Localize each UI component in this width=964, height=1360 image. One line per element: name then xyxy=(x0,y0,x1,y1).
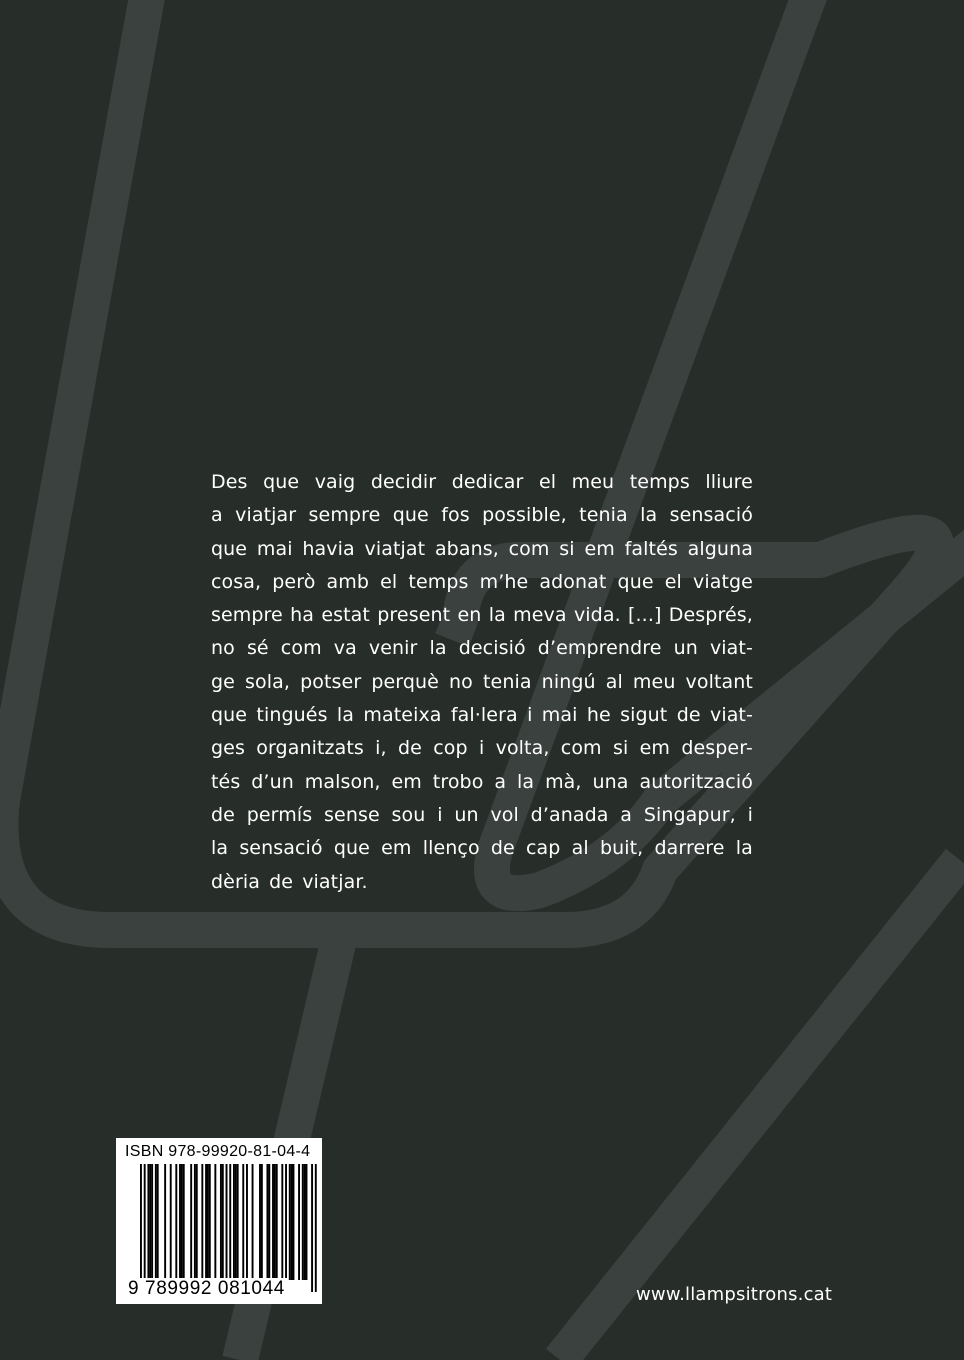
blurb-word: meva xyxy=(513,604,567,627)
barcode-bar xyxy=(175,1164,177,1280)
blurb-word: temps xyxy=(629,471,690,493)
blurb-word: a xyxy=(620,803,633,826)
blurb-word: amb xyxy=(326,570,370,593)
barcode-bar xyxy=(298,1164,300,1280)
blurb-word: ges xyxy=(211,737,245,760)
barcode-bar xyxy=(170,1164,172,1280)
blurb-word: ningú xyxy=(541,670,596,693)
blurb-word: darrere xyxy=(654,837,725,860)
barcode-bar xyxy=(252,1164,254,1280)
blurb-word: la xyxy=(336,704,355,727)
blurb-word: de xyxy=(490,837,515,860)
barcode-bar xyxy=(233,1164,235,1280)
blurb-word: i, xyxy=(375,737,387,760)
blurb-word: d’emprendre xyxy=(537,637,662,660)
blurb-word: d’un xyxy=(251,770,294,793)
blurb-word: estat xyxy=(321,604,370,627)
blurb-word: sempre xyxy=(308,504,381,527)
blurb-word: autorització xyxy=(639,770,753,793)
blurb-word: si xyxy=(559,537,575,560)
isbn-barcode xyxy=(116,1138,322,1304)
blurb-word: tenia xyxy=(579,504,628,527)
barcode-bar xyxy=(155,1164,157,1280)
barcode-bar xyxy=(207,1164,209,1280)
blurb-word: em xyxy=(381,837,412,860)
blurb-word: en xyxy=(457,604,482,627)
blurb-word: d’anada xyxy=(530,803,609,826)
barcode-bar xyxy=(226,1164,228,1292)
barcode-bar xyxy=(289,1164,291,1280)
blurb-word: sigut xyxy=(620,704,668,727)
blurb-word: tingués xyxy=(256,704,328,727)
blurb-word: permís xyxy=(246,803,313,826)
blurb-word: Des xyxy=(211,471,248,493)
blurb-word: al xyxy=(605,670,623,693)
barcode-bar xyxy=(157,1164,159,1280)
blurb-word: Després, xyxy=(668,604,753,627)
blurb-word: cap xyxy=(526,837,561,860)
barcode-bar xyxy=(281,1164,283,1280)
blurb-word: una xyxy=(592,770,629,793)
blurb-word: alguna xyxy=(687,537,753,560)
barcode-bar xyxy=(229,1164,231,1292)
blurb-word: desper- xyxy=(681,737,753,760)
barcode-bar xyxy=(291,1164,293,1280)
blurb-word: i xyxy=(747,803,753,826)
blurb-word: i xyxy=(437,803,443,826)
blurb-word: [...] xyxy=(628,604,662,627)
blurb-word: i xyxy=(527,704,533,727)
barcode-bar xyxy=(147,1164,149,1280)
blurb-word: la xyxy=(735,837,753,860)
blurb-word: em xyxy=(391,770,422,793)
blurb-line xyxy=(211,632,753,665)
blurb-word: i xyxy=(478,737,485,760)
barcode-bar xyxy=(194,1164,196,1280)
blurb-word: de xyxy=(211,803,235,826)
blurb-line xyxy=(211,566,753,599)
blurb-word: la xyxy=(517,770,535,793)
blurb-line xyxy=(211,533,753,566)
blurb-word: viatjat xyxy=(364,537,426,560)
blurb-word: temps xyxy=(408,570,469,593)
blurb-line xyxy=(211,466,753,499)
barcode-bar xyxy=(237,1164,239,1280)
blurb-word: no xyxy=(211,637,235,660)
barcode-bar xyxy=(274,1164,276,1280)
blurb-word: sensació xyxy=(669,504,753,527)
blurb-line xyxy=(211,766,753,799)
blurb-word: a xyxy=(494,770,507,793)
blurb-word: adonat xyxy=(539,570,607,593)
blurb-word: potser xyxy=(300,670,362,693)
blurb-word: mateixa xyxy=(363,704,442,727)
blurb-word: el xyxy=(664,570,682,593)
blurb-word: de xyxy=(397,737,422,760)
blurb-word: trobo xyxy=(432,770,484,793)
blurb-line xyxy=(211,599,753,632)
barcode-bar xyxy=(306,1164,308,1280)
blurb-word: viat- xyxy=(709,704,753,727)
isbn-label: ISBN 978-99920-81-04-4 xyxy=(125,1143,311,1160)
blurb-word: no xyxy=(449,670,473,693)
blurb-word: de xyxy=(676,704,701,727)
blurb-word: com xyxy=(508,537,550,560)
blurb-word: abans, xyxy=(434,537,499,560)
blurb-word: que xyxy=(333,837,370,860)
blurb-word: sola, xyxy=(245,670,291,693)
blurb-word: organitzats xyxy=(256,737,364,760)
barcode-bar xyxy=(205,1164,207,1280)
barcode-bar xyxy=(214,1164,216,1280)
blurb-word: sensació xyxy=(239,837,323,860)
blurb-word: la xyxy=(640,504,658,527)
blurb-word: lliure xyxy=(705,471,753,493)
blurb-word: tenia xyxy=(482,670,532,693)
blurb-word: que xyxy=(211,537,248,560)
blurb-word: el xyxy=(538,471,557,493)
blurb-word: malson, xyxy=(304,770,381,793)
barcode-bar xyxy=(183,1164,185,1280)
blurb-word: fal·lera xyxy=(450,704,518,727)
blurb-word: que xyxy=(617,570,654,593)
barcode-bar xyxy=(285,1164,287,1280)
barcode-bar xyxy=(196,1164,198,1280)
barcode-bar xyxy=(235,1164,237,1280)
blurb-line xyxy=(211,832,753,865)
barcode-bar xyxy=(201,1164,203,1280)
blurb-word: mà, xyxy=(545,770,582,793)
barcode-bar xyxy=(222,1164,224,1280)
barcode-bar xyxy=(276,1164,278,1280)
blurb-word: cop xyxy=(433,737,468,760)
blurb-word: meu xyxy=(632,670,676,693)
blurb-word: que xyxy=(263,471,300,493)
blurb-word: dedicar xyxy=(451,471,524,493)
blurb-word: com xyxy=(560,737,602,760)
barcode-bar xyxy=(144,1164,146,1292)
blurb-word: possible, xyxy=(482,504,567,527)
blurb-word: Singapur, xyxy=(643,803,736,826)
blurb-word: buit, xyxy=(599,837,644,860)
barcode-bar xyxy=(261,1164,263,1280)
barcode-bar xyxy=(315,1164,317,1292)
blurb-word: meu xyxy=(571,471,615,493)
blurb-word: sou xyxy=(391,803,426,826)
barcode-bar xyxy=(246,1164,248,1280)
blurb-word: el xyxy=(380,570,398,593)
barcode-bar xyxy=(179,1164,181,1280)
blurb-line: dèria de viatjar. xyxy=(211,870,368,893)
blurb-word: si xyxy=(612,737,629,760)
barcode-bar xyxy=(151,1164,153,1280)
blurb-word: llenço xyxy=(422,837,480,860)
blurb-word: fos xyxy=(441,504,470,527)
blurb-word: viat- xyxy=(709,637,753,660)
barcode-bar xyxy=(272,1164,274,1280)
blurb-word: viatge xyxy=(693,570,753,593)
barcode-bar xyxy=(302,1164,304,1280)
blurb-line xyxy=(211,666,753,699)
blurb-word: sempre xyxy=(211,604,283,627)
blurb-word: em xyxy=(639,737,671,760)
blurb-word: venir xyxy=(368,637,418,660)
blurb-word: he xyxy=(586,704,611,727)
blurb-word: faltés xyxy=(624,537,678,560)
barcode-bar xyxy=(220,1164,222,1280)
blurb-word: cosa, xyxy=(211,570,262,593)
publisher-website: www.llampsitrons.cat xyxy=(636,1284,833,1305)
back-cover-blurb xyxy=(211,466,753,899)
blurb-word: viatjar xyxy=(235,504,297,527)
blurb-word: vol xyxy=(490,803,519,826)
blurb-word: tés xyxy=(211,770,241,793)
blurb-word: vida. xyxy=(573,604,621,627)
blurb-word: mai xyxy=(541,704,578,727)
blurb-word: que xyxy=(392,504,429,527)
blurb-word: a xyxy=(211,504,223,527)
barcode-bar xyxy=(209,1164,211,1280)
blurb-word: la xyxy=(211,837,229,860)
barcode-bar xyxy=(268,1164,270,1280)
blurb-word: decisió xyxy=(458,637,526,660)
barcode-bar xyxy=(181,1164,183,1280)
blurb-word: un xyxy=(673,637,698,660)
barcode-bar xyxy=(293,1164,295,1280)
blurb-word: present xyxy=(377,604,451,627)
blurb-word: però xyxy=(272,570,316,593)
blurb-word: mai xyxy=(256,537,293,560)
blurb-word: la xyxy=(429,637,447,660)
blurb-word: al xyxy=(571,837,589,860)
blurb-line xyxy=(211,799,753,832)
barcode-bar xyxy=(304,1164,306,1280)
blurb-word: ha xyxy=(290,604,315,627)
blurb-word: que xyxy=(211,704,248,727)
barcode-bar xyxy=(259,1164,261,1280)
barcode-digits: 9 789992 081044 xyxy=(128,1278,285,1299)
blurb-word: perquè xyxy=(371,670,439,693)
blurb-word: em xyxy=(584,537,615,560)
blurb-word: m’he xyxy=(479,570,529,593)
blurb-word: voltant xyxy=(685,670,753,693)
blurb-word: la xyxy=(488,604,506,627)
blurb-line xyxy=(211,499,753,532)
blurb-word: com xyxy=(280,637,322,660)
barcode-bar xyxy=(140,1164,142,1292)
blurb-line xyxy=(211,699,753,732)
blurb-word: vaig xyxy=(314,471,356,493)
blurb-word: decidir xyxy=(370,471,437,493)
blurb-word: havia xyxy=(302,537,355,560)
barcode-bar xyxy=(164,1164,166,1280)
blurb-word: un xyxy=(454,803,479,826)
blurb-word: ge xyxy=(211,670,235,693)
barcode-bar xyxy=(266,1164,268,1280)
blurb-word: va xyxy=(333,637,357,660)
blurb-word: sé xyxy=(246,637,269,660)
barcode-bar xyxy=(311,1164,313,1292)
blurb-word: volta, xyxy=(495,737,550,760)
blurb-word: sense xyxy=(324,803,380,826)
barcode-bar xyxy=(190,1164,192,1280)
barcode-bar xyxy=(149,1164,151,1280)
blurb-line xyxy=(211,732,753,765)
barcode-bar xyxy=(242,1164,244,1280)
